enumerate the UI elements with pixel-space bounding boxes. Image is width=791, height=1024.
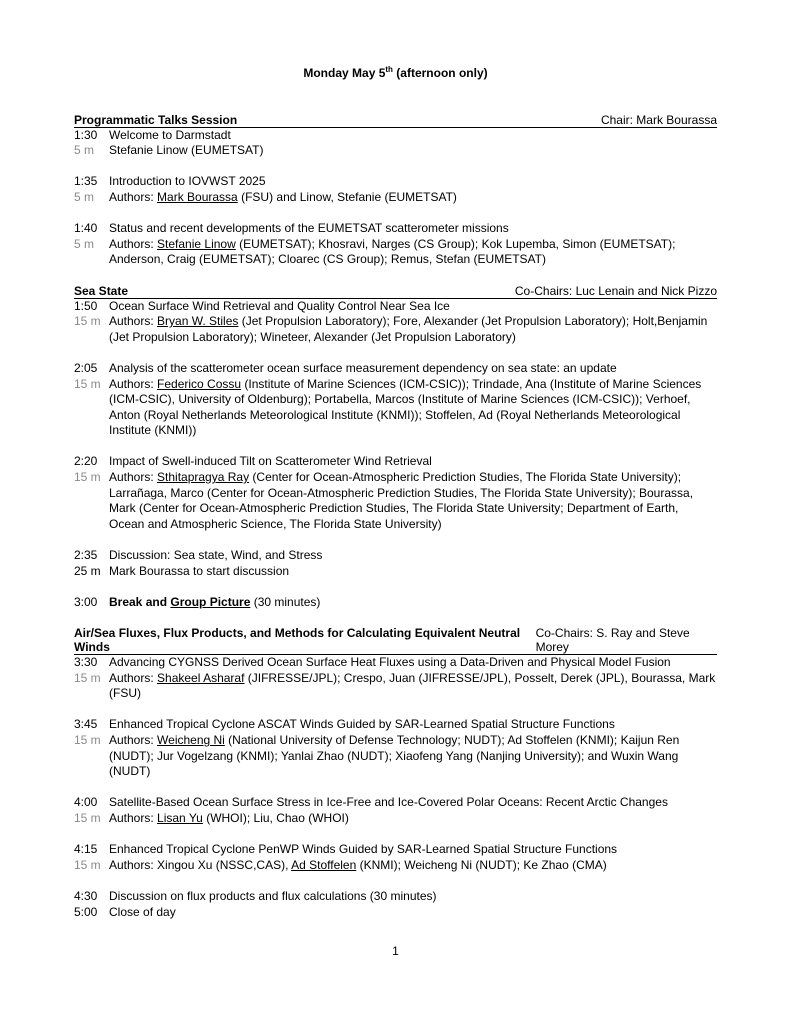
talk-authors-row bbox=[74, 858, 717, 874]
authors-text: (Center for Ocean-Atmospheric Prediction Studies, The Florida State University); Larrañaga, Marco (Center for Ocean-Atmospheric Prediction Studies, The Florida State University); Bourassa, Mark (Center for Ocean-Atmospheric Prediction Studies, The Florida State University; Department of Earth, Ocean and Atmospheric Science, The Florida State University) bbox=[109, 470, 694, 531]
talk-title-row bbox=[74, 842, 717, 858]
presenter-name: Lisan Yu bbox=[157, 810, 203, 825]
talk-title-row bbox=[74, 889, 717, 905]
talk-time: 5:00 bbox=[74, 904, 98, 919]
authors-text: Mark Bourassa to start discussion bbox=[109, 563, 290, 578]
session-section bbox=[74, 626, 717, 920]
talk-duration: 25 m bbox=[74, 563, 101, 578]
talk-title-row bbox=[74, 128, 717, 144]
talk-duration: 5 m bbox=[74, 189, 95, 204]
talk-duration: 15 m bbox=[74, 732, 101, 747]
talk-duration: 15 m bbox=[74, 470, 101, 485]
talk-authors-row bbox=[74, 733, 717, 780]
talk-authors bbox=[109, 733, 717, 780]
presenter-name: Federico Cossu bbox=[157, 376, 242, 391]
talk-title: Impact of Swell-induced Tilt on Scatterometer Wind Retrieval bbox=[109, 454, 432, 469]
talk-duration: 5 m bbox=[74, 236, 95, 251]
talk-title-part: (30 minutes) bbox=[250, 594, 321, 609]
talk-entry bbox=[74, 221, 717, 268]
presenter-name: Sthitapragya Ray bbox=[157, 470, 250, 485]
authors-text: Authors: bbox=[109, 810, 158, 825]
session-header bbox=[74, 284, 717, 299]
talk-time: 2:20 bbox=[74, 454, 98, 469]
talk-authors bbox=[109, 671, 717, 702]
schedule-page bbox=[74, 66, 717, 936]
talk-duration: 5 m bbox=[74, 143, 95, 158]
talk-title: Discussion on flux products and flux calculations (30 minutes) bbox=[109, 888, 437, 903]
talk-title: Close of day bbox=[109, 904, 176, 919]
talk-title: Enhanced Tropical Cyclone PenWP Winds Guided by SAR-Learned Spatial Structure Functions bbox=[109, 842, 618, 857]
talk-time: 3:30 bbox=[74, 655, 98, 669]
talk-entry bbox=[74, 655, 717, 702]
talk-authors-row bbox=[74, 190, 717, 206]
authors-text: Authors: bbox=[109, 236, 158, 251]
talk-duration: 15 m bbox=[74, 670, 101, 685]
authors-text: Authors: bbox=[109, 670, 158, 685]
talk-authors bbox=[109, 564, 717, 580]
session-name: Programmatic Talks Session bbox=[74, 112, 238, 127]
authors-text: (Institute of Marine Sciences (ICM-CSIC)); Trindade, Ana (Institute of Marine Sciences (ICM-CSIC), University of Oldenburg); Portabella, Marcos (Institute of Marine Sciences (ICM-CSIC)); Verhoef, Anton (Royal Netherlands Meteorological Institute (KNMI)); Stoffelen, Ad (Royal Netherlands Meteorological Institute (KNMI)) bbox=[109, 376, 702, 438]
talk-authors bbox=[109, 377, 717, 439]
talk-time: 1:50 bbox=[74, 298, 98, 313]
talk-title-row bbox=[74, 548, 717, 564]
authors-text: (WHOI); Liu, Chao (WHOI) bbox=[202, 810, 349, 825]
authors-text: Authors: bbox=[109, 470, 158, 485]
authors-text: Authors: Xingou Xu (NSSC,CAS), bbox=[109, 857, 292, 872]
talk-authors-row bbox=[74, 237, 717, 268]
talk-authors bbox=[109, 470, 717, 532]
authors-text: Stefanie Linow (EUMETSAT) bbox=[109, 143, 264, 158]
talk-title-part: Group Picture bbox=[170, 594, 251, 609]
authors-text: (EUMETSAT); Khosravi, Narges (CS Group); Kok Lupemba, Simon (EUMETSAT); Anderson, Craig (EUMETSAT); Cloarec (CS Group); Remus, Stefan (EUMETSAT) bbox=[109, 236, 676, 267]
session-chair: Co-Chairs: Luc Lenain and Nick Pizzo bbox=[514, 283, 717, 298]
authors-text: Authors: bbox=[109, 189, 158, 204]
session-name: Air/Sea Fluxes, Flux Products, and Methods for Calculating Equivalent Neutral Winds bbox=[74, 626, 521, 654]
talk-duration: 15 m bbox=[74, 810, 101, 825]
talk-title-row bbox=[74, 221, 717, 237]
talk-title-row bbox=[74, 655, 717, 671]
title-sup: th bbox=[385, 65, 393, 74]
talk-time: 1:35 bbox=[74, 174, 98, 189]
talk-title: Satellite-Based Ocean Surface Stress in Ice-Free and Ice-Covered Polar Oceans: Recent Arctic Changes bbox=[109, 795, 668, 810]
talk-entry bbox=[74, 548, 717, 579]
talk-title-row bbox=[74, 717, 717, 733]
talk-authors-row bbox=[74, 314, 717, 345]
talk-title-row bbox=[74, 174, 717, 190]
talk-title: Analysis of the scatterometer ocean surface measurement dependency on sea state: an update bbox=[109, 360, 617, 375]
authors-text: (National University of Defense Technology; NUDT); Ad Stoffelen (KNMI); Kaijun Ren (NUDT); Jur Vogelzang (KNMI); Yanlai Zhao (NUDT); Xiaofeng Yang (Nanjing University); and Wuxin Wang (NUDT) bbox=[109, 732, 680, 779]
talk-entry bbox=[74, 905, 717, 921]
talk-entry bbox=[74, 128, 717, 159]
talk-time: 2:05 bbox=[74, 360, 98, 375]
talk-time: 4:30 bbox=[74, 888, 98, 903]
talk-authors bbox=[109, 143, 717, 159]
talk-authors-row bbox=[74, 143, 717, 159]
talk-title bbox=[109, 595, 717, 611]
talk-authors bbox=[109, 314, 717, 345]
session-name: Sea State bbox=[74, 283, 129, 298]
page-title bbox=[74, 66, 717, 82]
session-section bbox=[74, 113, 717, 268]
talk-title-row bbox=[74, 795, 717, 811]
talk-title-row bbox=[74, 454, 717, 470]
talk-title: Ocean Surface Wind Retrieval and Quality Control Near Sea Ice bbox=[109, 298, 450, 313]
talk-entry bbox=[74, 454, 717, 532]
talk-entry bbox=[74, 889, 717, 905]
authors-text: (KNMI); Weicheng Ni (NUDT); Ke Zhao (CMA) bbox=[356, 857, 607, 872]
session-chair: Co-Chairs: S. Ray and Steve Morey bbox=[535, 626, 690, 654]
talk-title-row bbox=[74, 361, 717, 377]
talk-authors-row bbox=[74, 470, 717, 532]
talk-duration: 15 m bbox=[74, 376, 101, 391]
talk-title: Introduction to IOVWST 2025 bbox=[109, 174, 266, 189]
presenter-name: Weicheng Ni bbox=[157, 732, 225, 747]
talk-title-row bbox=[74, 595, 717, 611]
talk-time: 1:30 bbox=[74, 127, 98, 142]
talk-duration: 15 m bbox=[74, 857, 101, 872]
talk-entry bbox=[74, 361, 717, 439]
title-main: Monday May 5 bbox=[303, 66, 386, 80]
sections bbox=[74, 113, 717, 921]
presenter-name: Mark Bourassa bbox=[157, 189, 238, 204]
talk-title: Enhanced Tropical Cyclone ASCAT Winds Guided by SAR-Learned Spatial Structure Functions bbox=[109, 717, 615, 732]
talk-entry bbox=[74, 795, 717, 826]
page-number: 1 bbox=[392, 944, 399, 958]
talk-entry bbox=[74, 595, 717, 611]
talk-authors-row bbox=[74, 564, 717, 580]
talk-time: 4:15 bbox=[74, 842, 98, 857]
session-chair: Chair: Mark Bourassa bbox=[600, 112, 717, 127]
talk-authors-row bbox=[74, 811, 717, 827]
presenter-name: Stefanie Linow bbox=[157, 236, 236, 251]
talk-entry bbox=[74, 717, 717, 779]
session-header bbox=[74, 626, 717, 655]
talk-title-row bbox=[74, 299, 717, 315]
authors-text: (FSU) and Linow, Stefanie (EUMETSAT) bbox=[237, 189, 457, 204]
talk-time: 1:40 bbox=[74, 221, 98, 236]
presenter-name: Bryan W. Stiles bbox=[157, 314, 239, 329]
presenter-name: Ad Stoffelen bbox=[291, 857, 357, 872]
authors-text: Authors: bbox=[109, 376, 158, 391]
talk-authors bbox=[109, 190, 717, 206]
talk-title: Welcome to Darmstadt bbox=[109, 127, 231, 142]
talk-authors-row bbox=[74, 671, 717, 702]
talk-title: Discussion: Sea state, Wind, and Stress bbox=[109, 548, 323, 563]
talk-entry bbox=[74, 174, 717, 205]
talk-time: 4:00 bbox=[74, 795, 98, 810]
talk-title-part: Break and bbox=[109, 594, 171, 609]
presenter-name: Shakeel Asharaf bbox=[157, 670, 245, 685]
talk-authors-row bbox=[74, 377, 717, 439]
authors-text: Authors: bbox=[109, 314, 158, 329]
talk-entry bbox=[74, 842, 717, 873]
talk-duration: 15 m bbox=[74, 314, 101, 329]
authors-text: (Jet Propulsion Laboratory); Fore, Alexander (Jet Propulsion Laboratory); Holt,Benjamin (Jet Propulsion Laboratory); Wineteer, Alexander (Jet Propulsion Laboratory) bbox=[109, 314, 708, 344]
talk-title: Advancing CYGNSS Derived Ocean Surface Heat Fluxes using a Data-Driven and Physical Model Fusion bbox=[109, 655, 671, 669]
authors-text: Authors: bbox=[109, 732, 158, 747]
session-header bbox=[74, 113, 717, 128]
talk-time: 2:35 bbox=[74, 548, 98, 563]
talk-authors bbox=[109, 811, 717, 827]
session-section bbox=[74, 284, 717, 611]
talk-title-row bbox=[74, 905, 717, 921]
talk-time: 3:00 bbox=[74, 594, 98, 609]
talk-authors bbox=[109, 237, 717, 268]
authors-text: (JIFRESSE/JPL); Crespo, Juan (JIFRESSE/JPL), Posselt, Derek (JPL), Bourassa, Mark (FSU) bbox=[109, 670, 716, 701]
talk-entry bbox=[74, 299, 717, 346]
talk-time: 3:45 bbox=[74, 717, 98, 732]
title-rest: (afternoon only) bbox=[392, 66, 488, 80]
talk-title: Status and recent developments of the EUMETSAT scatterometer missions bbox=[109, 221, 509, 236]
talk-authors bbox=[109, 858, 717, 874]
